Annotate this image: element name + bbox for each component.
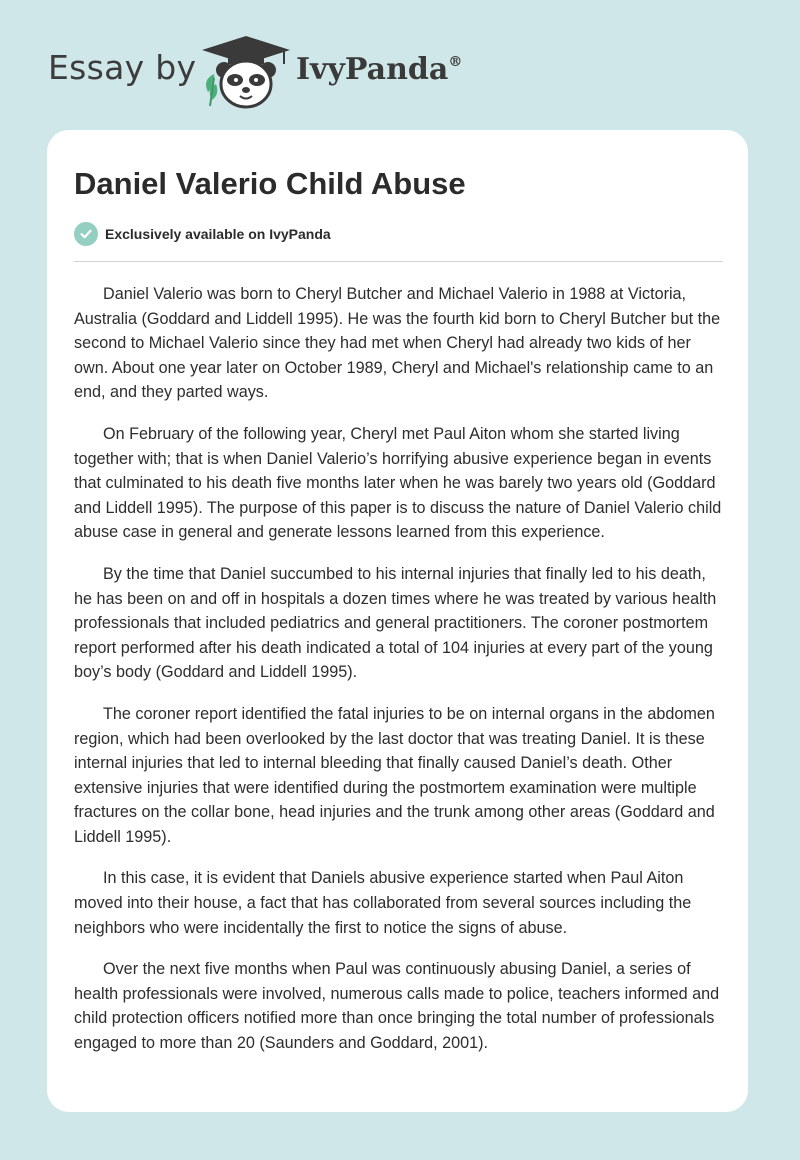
exclusive-badge [74,222,331,246]
paragraph: On February of the following year, Cheryl met Paul Aiton whom she started living together with; that is when Daniel Valerio’s horrifying abusive experience began in events that culminated to his death five months later when he was barely two years old (Goddard and Liddell 1995). The purpose of this paper is to discuss the nature of Daniel Valerio child abuse case in general and generate lessons learned from this experience. [74,424,722,542]
checkmark-icon [74,222,98,246]
registered-mark: ® [448,54,463,70]
page-title: Daniel Valerio Child Abuse [74,166,466,201]
paragraph: The coroner report identified the fatal injuries to be on internal organs in the abdomen region, which had been overlooked by the last doctor that was treating Daniel. It is these internal injuries that led to internal bleeding that finally caused Daniel’s death. Other extensive injuries that were identified during the postmortem examination were multiple fractures on the collar bone, head injuries and the trunk among other areas (Goddard and Liddell 1995). [74,704,715,846]
divider [74,261,723,262]
paragraph: Over the next five months when Paul was continuously abusing Daniel, a series of health professionals were involved, numerous calls made to police, teachers informed and child protection officers notified more than once bringing the total number of professionals engaged to more than 20 (Saunders and Goddard, 2001). [74,960,720,1053]
essay-body [74,282,724,1073]
site-header [0,0,800,130]
exclusive-badge-label: Exclusively available on IvyPanda [105,226,331,242]
ivypanda-logo-text[interactable] [296,52,462,87]
panda-graduate-icon[interactable] [200,34,292,110]
essay-by-label: Essay by [48,48,197,87]
brand-name: IvyPanda [296,52,449,87]
paragraph: In this case, it is evident that Daniels abusive experience started when Paul Aiton moved into their house, a fact that has collaborated from several sources including the neighbors who were incidentally the first to notice the signs of abuse. [74,869,692,937]
paragraph: By the time that Daniel succumbed to his internal injuries that finally led to his death, he has been on and off in hospitals a dozen times where he was treated by various health professionals that included pediatrics and general practitioners. The coroner postmortem report performed after his death indicated a total of 104 injuries at every part of the young boy’s body (Goddard and Liddell 1995). [74,564,717,682]
paragraph: Daniel Valerio was born to Cheryl Butcher and Michael Valerio in 1988 at Victoria, Australia (Goddard and Liddell 1995). He was the fourth kid born to Cheryl Butcher but the second to Michael Valerio since they had met when Cheryl had already two kids of her own. About one year later on October 1989, Cheryl and Michael's relationship came to an end, and they parted ways. [74,285,721,402]
essay-card [47,130,748,1112]
